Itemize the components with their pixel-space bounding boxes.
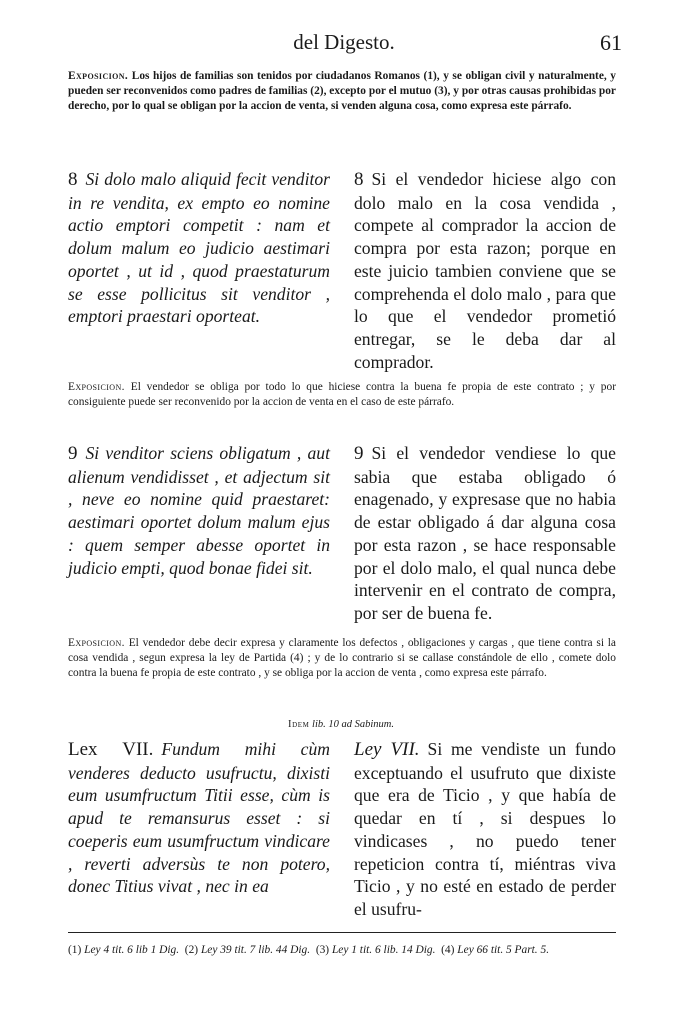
spanish-text: Si el vendedor vendiese lo que sabia que estaba obligado ó enagenado, y expresase que no habia de estar obligado á dar alguna cosa por esta razon , se hace responsable por el dolo malo, el qual nunca debe intervenir en el contrato de compra, por ser de buena fe. [354, 443, 616, 623]
exposicion-paragraph-2 [68, 380, 616, 410]
latin-paragraph-8 [68, 168, 330, 328]
latin-paragraph-9 [68, 442, 330, 579]
running-title: del Digesto. [293, 30, 395, 54]
spanish-text: Si el vendedor hiciese algo con dolo malo en la cosa vendida , compete al comprador la accion de compra por esta razon; porque en este juicio tambien conviene que se comprehenda el dolo malo , para que lo que el vendedor prometió entregar, se le deba dar al comprador. [354, 169, 616, 372]
exposicion-paragraph-1 [68, 69, 616, 115]
ley-heading: Ley VII. [354, 739, 420, 760]
exposicion-text: El vendedor se obliga por todo lo que hiciese contra la buena fe propia de este contrato ; y por consiguiente puede ser reconvenido por la accion de venta en el caso de este párrafo. [68, 381, 616, 409]
exposicion-text: Los hijos de familias son tenidos por ciudadanos Romanos (1), y se obligan civil y naturalmente, y pueden ser reconvenidos como padres de familias (2), excepto por el mutuo (3), y por otras causas prohibidas por derecho, por lo qual se obligan por la accion de venta, si venden alguna cosa, como expresa este párrafo. [68, 70, 616, 113]
page-header [66, 30, 622, 62]
footnote: (1) Ley 4 tit. 6 lib 1 Dig. [68, 944, 180, 956]
exposicion-paragraph-3 [68, 636, 616, 682]
latin-text: Si dolo malo aliquid fecit venditor in re vendita, ex empto eo nomine actio emptori competit : nam et dolum malum eo judicio aestimari oportet , ut id , quod praestaturum se esse pollicitus sit venditor , emptori praestari oporteat. [68, 169, 330, 327]
paragraph-number: 8 [68, 169, 78, 190]
spanish-text: Si me vendiste un fundo exceptuando el usufruto que dixiste que era de Ticio , y que había de quedar en tí , si despues lo vindicases , no puedo tener repeticion contra tí, miéntras viva Ticio , y no esté en estado de perder el usufru- [354, 739, 616, 919]
paragraph-number: 8 [354, 169, 364, 190]
latin-text: Si venditor sciens obligatum , aut alienum vendidisset , et adjectum sit , neve eo nomine quid praestaret: aestimari oportet dolum malum ejus : quem semper abesse oportet in judicio empti, quod bonae fidei sit. [68, 443, 330, 578]
exposicion-label: Exposicion. [68, 637, 125, 649]
attribution-idem: Idem [287, 719, 310, 730]
spanish-paragraph-9 [354, 442, 616, 625]
paragraph-number: 9 [354, 443, 364, 464]
source-attribution [0, 719, 682, 730]
spanish-paragraph-8 [354, 168, 616, 373]
paragraph-number: 9 [68, 443, 78, 464]
lex-heading: Lex VII. [68, 739, 154, 760]
exposicion-label: Exposicion. [68, 381, 125, 393]
footnote: (3) Ley 1 tit. 6 lib. 14 Dig. [315, 944, 436, 956]
exposicion-text: El vendedor debe decir expresa y claramente los defectos , obligaciones y cargas , que tiene contra si la cosa vendida , segun expresa la ley de Partida (4) ; y de lo contrario si se callase constándole de ello , comete dolo contra la buena fe propia de este contrato , y se obliga por la accion de venta , como expresa este párrafo. [68, 637, 616, 680]
page-number: 61 [600, 30, 622, 55]
footnote-divider [68, 932, 616, 933]
attribution-ref: lib. 10 ad Sabinum. [312, 719, 395, 730]
footnote: (2) Ley 39 tit. 7 lib. 44 Dig. [184, 944, 311, 956]
spanish-ley-7 [354, 738, 616, 921]
footnote: (4) Ley 66 tit. 5 Part. 5. [441, 944, 550, 956]
latin-text: Fundum mihi cùm venderes deducto usufructu, dixisti eum usumfructum Titii esse, cùm is apud te remansurus esset : si coeperis eum usumfructum vindicare , reverti adversùs te non potero, donec Titius vivat , nec in ea [68, 739, 330, 897]
exposicion-label: Exposicion. [68, 70, 129, 82]
latin-lex-7 [68, 738, 330, 898]
footnotes [68, 942, 616, 958]
